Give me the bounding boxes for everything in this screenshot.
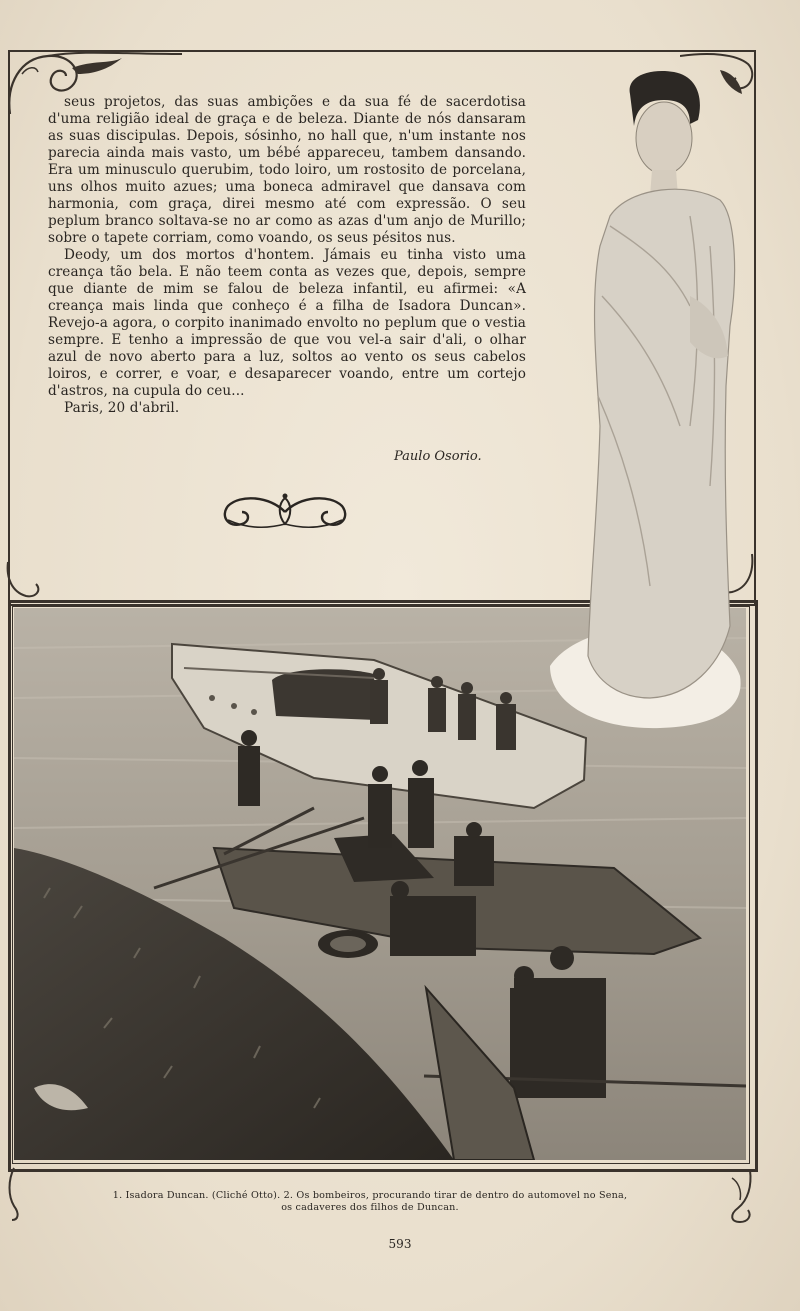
- article-body: [48, 94, 526, 417]
- bottom-right-corner-flourish: [722, 1168, 756, 1226]
- caption-line-1: 1. Isadora Duncan. (Cliché Otto). 2. Os bombeiros, procurando tirar de dentro do automovel no Sena,: [112, 1190, 628, 1201]
- article-paragraph: Deody, um dos mortos d'hontem. Jámais eu tinha visto uma creança tão bela. E não teem conta as vezes que, depois, sempre que diante de mim se falou de beleza infantil, eu afirmei: «A creança mais linda que conheço é a filha de Isadora Duncan». Revejo-a agora, o corpito inanimado envolto no peplum que o vestia sempre. E tenho a impressão de que vou vel-a sair d'ali, o olhar azul de novo aberto para a luz, soltos ao vento os seus cabelos loiros, e correr, e voar, e desaparecer voando, entre um cortejo d'astros, na cupula do ceu...: [48, 247, 526, 399]
- photo-caption: [60, 1190, 680, 1214]
- article-paragraph: seus projetos, das suas ambições e da sua fé de sacerdotisa d'uma religião ideal de graça e de beleza. Diante de nós dansaram as suas discipulas. Depois, sósinho, no hall que, n'um instante nos parecia ainda mais vasto, um bébé appareceu, tambem dansando. Era um minusculo querubim, todo loiro, um rostosito de porcelana, uns olhos muito azues; uma boneca admiravel que dansava com harmonia, com graça, direi mesmo até com expressão. O seu peplum branco soltava-se no ar como as azas d'um anjo de Murillo; sobre o tapete corriam, como voando, os seus pésitos nus.: [48, 94, 526, 246]
- isadora-duncan-portrait: [540, 66, 745, 731]
- decorative-ornament: [220, 490, 350, 532]
- bottom-left-flourish: [2, 560, 62, 604]
- caption-line-2: os cadaveres dos filhos de Duncan.: [281, 1202, 459, 1213]
- bottom-left-corner-flourish: [4, 1166, 24, 1222]
- article-dateline: Paris, 20 d'abril.: [64, 400, 180, 416]
- author-signature: Paulo Osorio.: [394, 449, 482, 464]
- page-number: 593: [388, 1237, 412, 1251]
